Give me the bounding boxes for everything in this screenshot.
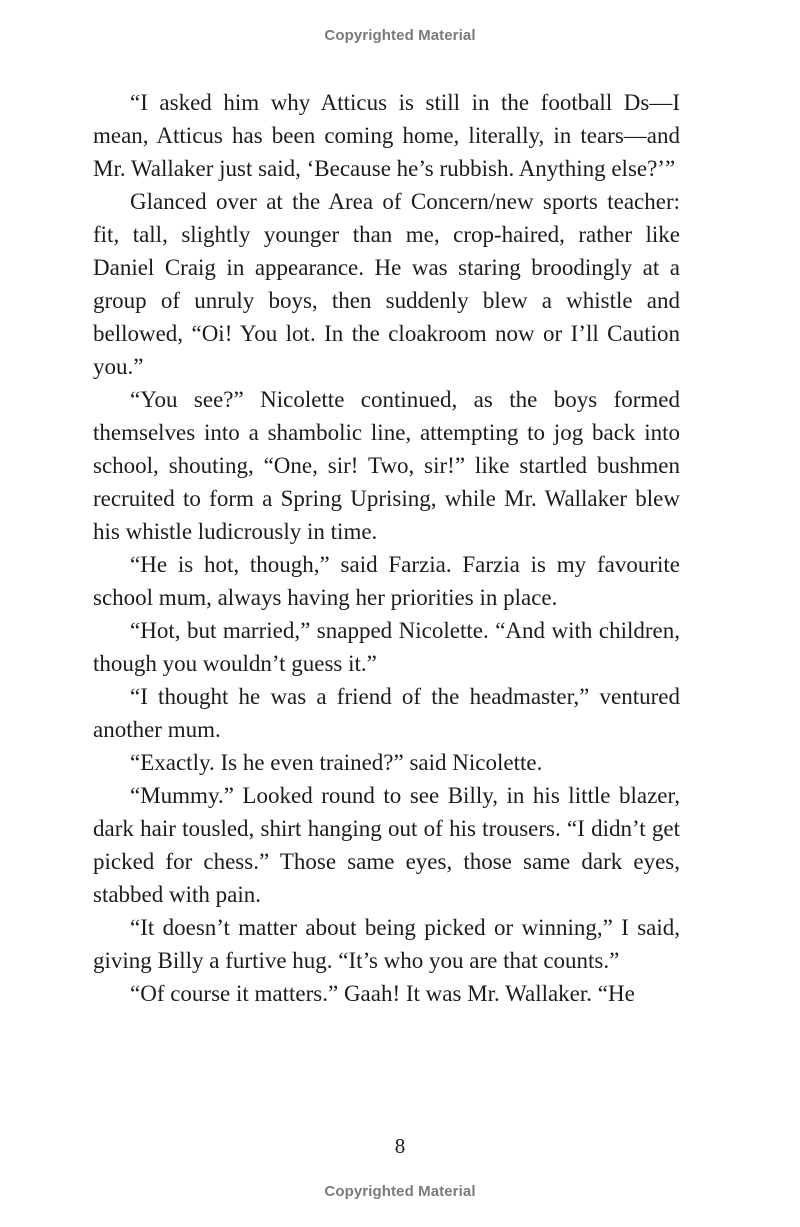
paragraph: “You see?” Nicolette continued, as the boys formed themselves into a shambolic line, attempting to jog back into school, shouting, “One, sir! Two, sir!” like startled bushmen recruited to form a Spring Uprising, while Mr. Wallaker blew his whistle ludicrously in time. xyxy=(93,387,680,544)
paragraph: “Of course it matters.” Gaah! It was Mr. Wallaker. “He xyxy=(130,981,635,1006)
paragraph: “Exactly. Is he even trained?” said Nicolette. xyxy=(130,750,543,775)
body-text xyxy=(93,86,680,1010)
paragraph: “Hot, but married,” snapped Nicolette. “And with children, though you wouldn’t guess it.” xyxy=(93,618,680,676)
copyright-watermark-top: Copyrighted Material xyxy=(324,27,476,44)
paragraph: “I thought he was a friend of the headmaster,” ventured another mum. xyxy=(93,684,680,742)
paragraph: “Mummy.” Looked round to see Billy, in his little blazer, dark hair tousled, shirt hanging out of his trousers. “I didn’t get picked for chess.” Those same eyes, those same dark eyes, stabbed with pain. xyxy=(93,783,680,907)
page-number: 8 xyxy=(394,1134,406,1158)
paragraph: “It doesn’t matter about being picked or winning,” I said, giving Billy a furtive hug. “It’s who you are that counts.” xyxy=(93,915,680,973)
paragraph: “I asked him why Atticus is still in the football Ds—I mean, Atticus has been coming home, literally, in tears—and Mr. Wallaker just said, ‘Because he’s rubbish. Anything else?’” xyxy=(93,90,680,181)
paragraph: “He is hot, though,” said Farzia. Farzia is my favourite school mum, always having her priorities in place. xyxy=(93,552,680,610)
copyright-watermark-bottom: Copyrighted Material xyxy=(324,1183,476,1200)
paragraph: Glanced over at the Area of Concern/new sports teacher: fit, tall, slightly younger than me, crop-haired, rather like Daniel Craig in appearance. He was staring broodingly at a group of unruly boys, then suddenly blew a whistle and bellowed, “Oi! You lot. In the cloakroom now or I’ll Caution you.” xyxy=(93,189,680,379)
